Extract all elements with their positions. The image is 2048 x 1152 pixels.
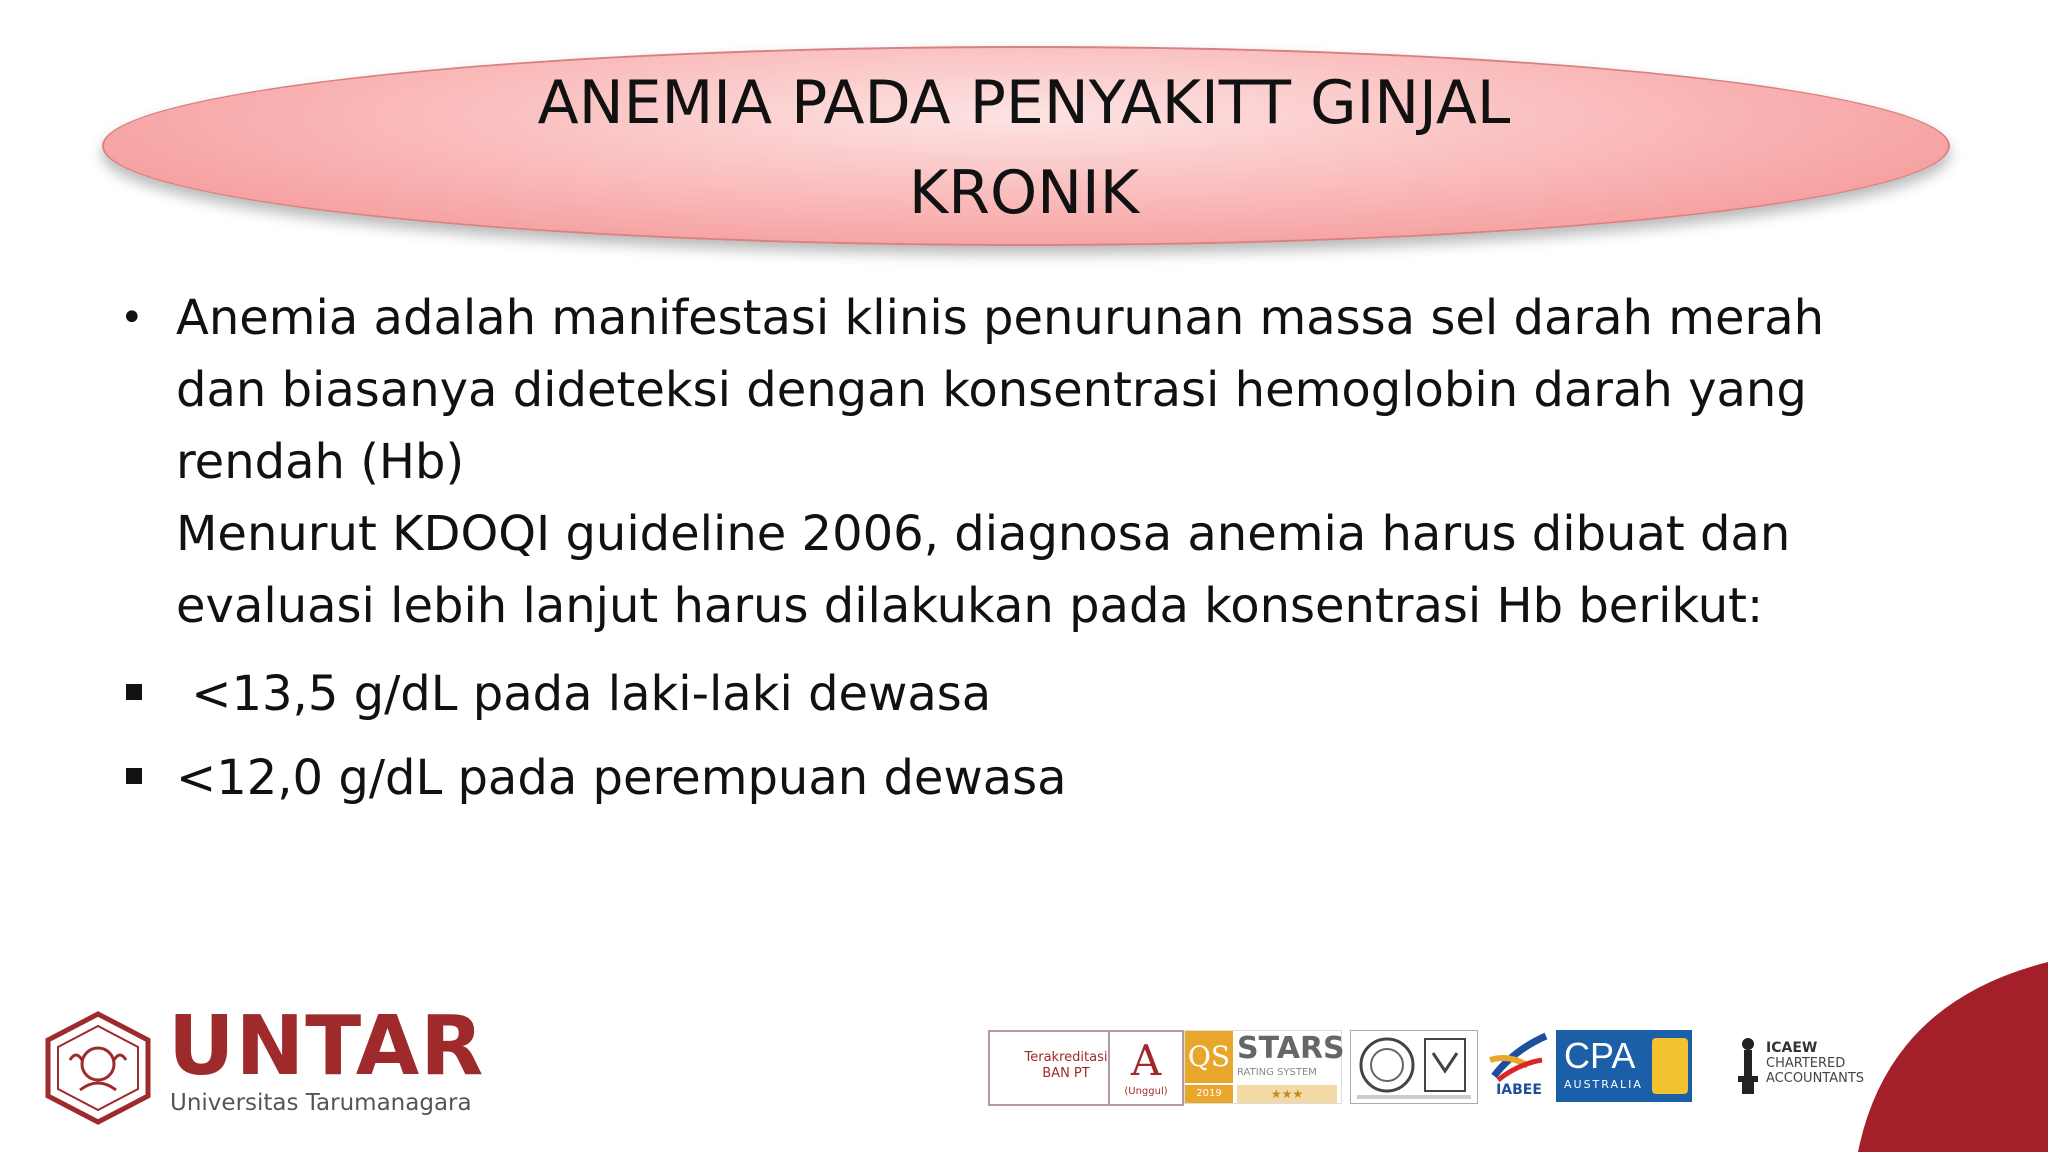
square-bullet-icon [126, 684, 142, 700]
accreditation-grade-label: (Unggul) [1124, 1086, 1168, 1097]
cpa-logo-text: CPA [1564, 1035, 1636, 1076]
iabee-logo-icon [1484, 1030, 1554, 1082]
untar-emblem-icon [40, 1010, 156, 1126]
ban-pt-line-1: Terakreditasi [1024, 1050, 1108, 1065]
footer [0, 990, 2048, 1152]
corner-decoration [1858, 962, 2048, 1152]
slide-title-line-1: ANEMIA PADA PENYAKITT GINJAL [537, 68, 1511, 138]
criteria-item-female [120, 742, 1920, 814]
icaew-sub-label [1766, 1056, 1864, 1086]
paragraph-line: evaluasi lebih lanjut harus dilakukan pada konsentrasi Hb berikut: [176, 578, 1764, 634]
university-logo-text: UNTAR [168, 999, 485, 1094]
icaew-line-3: ACCOUNTANTS [1766, 1071, 1865, 1086]
qs-stars-text: STARS [1237, 1031, 1345, 1066]
paragraph-line: Menurut KDOQI guideline 2006, diagnosa anemia harus dibuat dan [176, 506, 1791, 562]
iso-ukas-badge [1350, 1030, 1478, 1104]
bullet-paragraph [120, 282, 1920, 642]
cpa-crest-icon [1652, 1038, 1688, 1094]
accreditation-grade: A [1130, 1036, 1162, 1085]
qs-star-icons: ★★★ [1237, 1085, 1337, 1103]
criteria-text: <13,5 g/dL pada laki-laki dewasa [176, 666, 992, 722]
iabee-label: IABEE [1496, 1082, 1542, 1098]
iabee-badge [1484, 1030, 1554, 1102]
slide-content [120, 282, 1920, 814]
qs-logo: QS [1185, 1031, 1233, 1083]
qs-year: 2019 [1185, 1085, 1233, 1103]
paragraph-line: Anemia adalah manifestasi klinis penurunan massa sel darah merah [176, 290, 1825, 346]
slide-title-line-2: KRONIK [908, 158, 1140, 228]
ban-pt-line-2: BAN PT [1042, 1066, 1090, 1081]
paragraph-line: rendah (Hb) [176, 434, 465, 490]
icaew-label: ICAEW [1766, 1040, 1818, 1056]
icaew-line-2: CHARTERED [1766, 1056, 1846, 1071]
accreditation-grade-badge [1108, 1030, 1184, 1106]
university-full-name: Universitas Tarumanagara [170, 1090, 472, 1116]
cpa-sub-text: AUSTRALIA [1564, 1078, 1643, 1091]
bullet-dot-icon: • [120, 295, 144, 341]
icaew-figure-icon [1734, 1036, 1762, 1096]
qs-rating-text: RATING SYSTEM [1237, 1067, 1317, 1078]
criteria-item-male [120, 658, 1920, 730]
icaew-badge [1730, 1030, 1870, 1102]
cpa-australia-badge [1556, 1030, 1692, 1102]
square-bullet-icon [126, 768, 142, 784]
paragraph-line: dan biasanya dideteksi dengan konsentrasi hemoglobin darah yang [176, 362, 1807, 418]
slide-title [102, 58, 1946, 238]
qs-stars-badge [1184, 1030, 1345, 1104]
certification-seal-icon [1351, 1031, 1477, 1103]
criteria-text: <12,0 g/dL pada perempuan dewasa [176, 750, 1067, 806]
